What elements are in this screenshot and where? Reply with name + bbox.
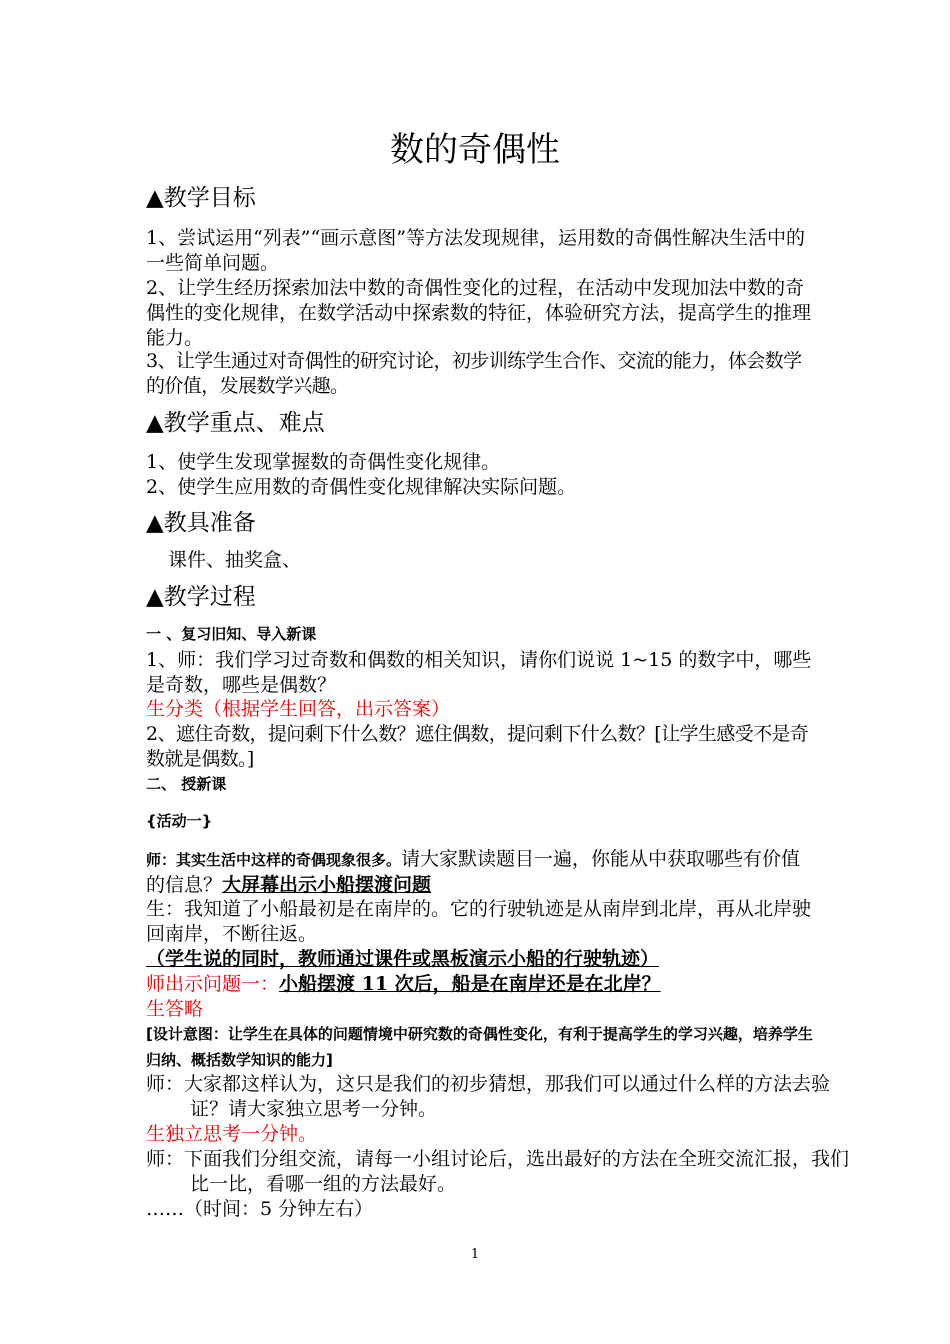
teacher-intro-underline: 大屏幕出示小船摆渡问题: [222, 874, 432, 896]
process-paragraph-2: 2、遮住奇数，提问剩下什么数？遮住偶数，提问剩下什么数？[让学生感受不是奇数就是偶数。]: [146, 723, 809, 770]
keypoint-item-2: 2、使学生应用数的奇偶性变化规律解决实际问题。: [146, 476, 577, 498]
page-title: 数的奇偶性: [390, 130, 560, 170]
part1-title: 一 、复习旧知、导入新课: [146, 625, 317, 643]
question-one-label: 师出示问题一：: [146, 973, 280, 995]
process-heading: ▲教学过程: [146, 584, 256, 610]
question-one-paragraph: [146, 972, 816, 997]
tools-heading: ▲教具准备: [146, 510, 256, 536]
student-answer-plain: 生：我知道了小船最初是在南岸的。它的行驶轨迹是从南岸到北岸，再从北岸驶回南岸，不断往返。: [146, 898, 812, 945]
design-intent-note: [设计意图：让学生在具体的问题情境中研究数的奇偶性变化，有利于提高学生的学习兴趣，培养学生归纳、概括数学知识的能力]: [146, 1025, 813, 1069]
student-think-text: 生独立思考一分钟。: [146, 1123, 318, 1145]
goal-item-3: 3、让学生通过对奇偶性的研究讨论，初步训练学生合作、交流的能力，体会数学的价值，发展数学兴趣。: [146, 350, 802, 397]
goals-heading: ▲教学目标: [146, 185, 256, 211]
teacher-group-paragraph: 师：下面我们分组交流，请每一小组讨论后，选出最好的方法在全班交流汇报，我们比一比，看哪一组的方法最好。: [146, 1148, 850, 1195]
page-number: 1: [470, 1247, 480, 1262]
student-classify-text: 生分类（根据学生回答，出示答案）: [146, 698, 451, 720]
teacher-intro-paragraph: [146, 847, 816, 898]
student-answer-paragraph: [146, 897, 816, 972]
keypoint-item-1: 1、使学生发现掌握数的奇偶性变化规律。: [146, 451, 501, 473]
keypoints-heading: ▲教学重点、难点: [146, 410, 325, 436]
part2-title: 二、 授新课: [146, 775, 227, 793]
student-answer-underline: （学生说的同时，教师通过课件或黑板演示小船的行驶轨迹）: [146, 948, 660, 970]
question-one-text: 小船摆渡 11 次后，船是在南岸还是在北岸？: [279, 973, 661, 995]
goal-item-2: 2、让学生经历探索加法中数的奇偶性变化的过程，在活动中发现加法中数的奇偶性的变化规律，在数学活动中探索数的特征，体验研究方法，提高学生的推理能力。: [146, 277, 812, 349]
activity-label: {活动一}: [146, 812, 213, 830]
process-paragraph-1: 1、师：我们学习过奇数和偶数的相关知识，请你们说说 1~15 的数字中，哪些是奇数，哪些是偶数？: [146, 649, 812, 696]
answer-omitted-text: 生答略: [146, 998, 204, 1020]
time-note: ……（时间：5 分钟左右）: [146, 1198, 374, 1220]
goal-item-1: 1、尝试运用“列表”“画示意图”等方法发现规律，运用数的奇偶性解决生活中的一些简单问题。: [146, 227, 805, 274]
teacher-intro-plain: 请大家默读题目一遍，你能从中获取哪些有价值的信息？: [146, 848, 801, 896]
teacher-verify-paragraph: 师：大家都这样认为，这只是我们的初步猜想，那我们可以通过什么样的方法去验证？请大家独立思考一分钟。: [146, 1073, 831, 1120]
teacher-intro-bold: 师：其实生活中这样的奇偶现象很多。: [146, 851, 402, 869]
tools-text: 课件、抽奖盒、: [168, 549, 302, 571]
